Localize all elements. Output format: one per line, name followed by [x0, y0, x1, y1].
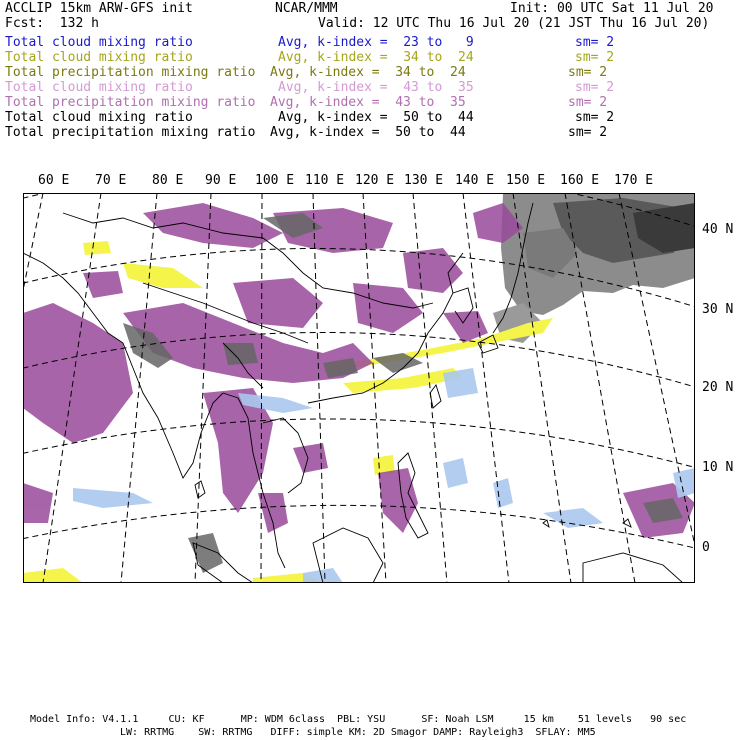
latitude-label: 20 N — [702, 380, 734, 395]
latitude-label: 0 — [702, 540, 710, 555]
forecast-hour: Fcst: 132 h — [5, 16, 99, 31]
field-name: Total cloud mixing ratio — [5, 50, 193, 65]
field-avg: Avg, k-index = 43 to 35 — [270, 95, 466, 110]
forecast-map — [23, 193, 695, 583]
field-smoothing: sm= 2 — [568, 125, 608, 140]
longitude-label: 170 E — [614, 173, 654, 188]
field-smoothing: sm= 2 — [568, 95, 608, 110]
longitude-label: 150 E — [506, 173, 546, 188]
field-avg: Avg, k-index = 43 to 35 — [278, 80, 474, 95]
field-avg: Avg, k-index = 50 to 44 — [278, 110, 474, 125]
field-smoothing: sm= 2 — [575, 35, 615, 50]
model-title: ACCLIP 15km ARW-GFS init — [5, 1, 193, 16]
field-avg: Avg, k-index = 23 to 9 — [278, 35, 474, 50]
field-avg: Avg, k-index = 34 to 24 — [278, 50, 474, 65]
longitude-label: 160 E — [560, 173, 600, 188]
longitude-label: 110 E — [305, 173, 345, 188]
valid-time: Valid: 12 UTC Thu 16 Jul 20 (21 JST Thu 16 Jul 20) — [318, 16, 710, 31]
model-info-line2: LW: RRTMG SW: RRTMG DIFF: simple KM: 2D Smagor DAMP: Rayleigh3 SFLAY: MM5 — [120, 727, 596, 738]
field-name: Total precipitation mixing ratio — [5, 65, 256, 80]
longitude-label: 100 E — [255, 173, 295, 188]
longitude-label: 120 E — [355, 173, 395, 188]
model-info-line1: Model Info: V4.1.1 CU: KF MP: WDM 6class PBL: YSU SF: Noah LSM 15 km 51 levels 90 sec — [30, 714, 687, 725]
field-smoothing: sm= 2 — [575, 50, 615, 65]
field-name: Total cloud mixing ratio — [5, 110, 193, 125]
field-avg: Avg, k-index = 34 to 24 — [270, 65, 466, 80]
field-name: Total cloud mixing ratio — [5, 35, 193, 50]
longitude-label: 80 E — [152, 173, 184, 188]
init-time: Init: 00 UTC Sat 11 Jul 20 — [510, 1, 714, 16]
latitude-label: 40 N — [702, 222, 734, 237]
field-name: Total precipitation mixing ratio — [5, 95, 256, 110]
field-smoothing: sm= 2 — [575, 80, 615, 95]
field-name: Total precipitation mixing ratio — [5, 125, 256, 140]
field-avg: Avg, k-index = 50 to 44 — [270, 125, 466, 140]
field-smoothing: sm= 2 — [575, 110, 615, 125]
field-smoothing: sm= 2 — [568, 65, 608, 80]
organization: NCAR/MMM — [275, 1, 338, 16]
field-name: Total cloud mixing ratio — [5, 80, 193, 95]
longitude-label: 130 E — [404, 173, 444, 188]
longitude-label: 90 E — [205, 173, 237, 188]
latitude-label: 30 N — [702, 302, 734, 317]
longitude-label: 60 E — [38, 173, 70, 188]
longitude-label: 140 E — [455, 173, 495, 188]
latitude-label: 10 N — [702, 460, 734, 475]
longitude-label: 70 E — [95, 173, 127, 188]
